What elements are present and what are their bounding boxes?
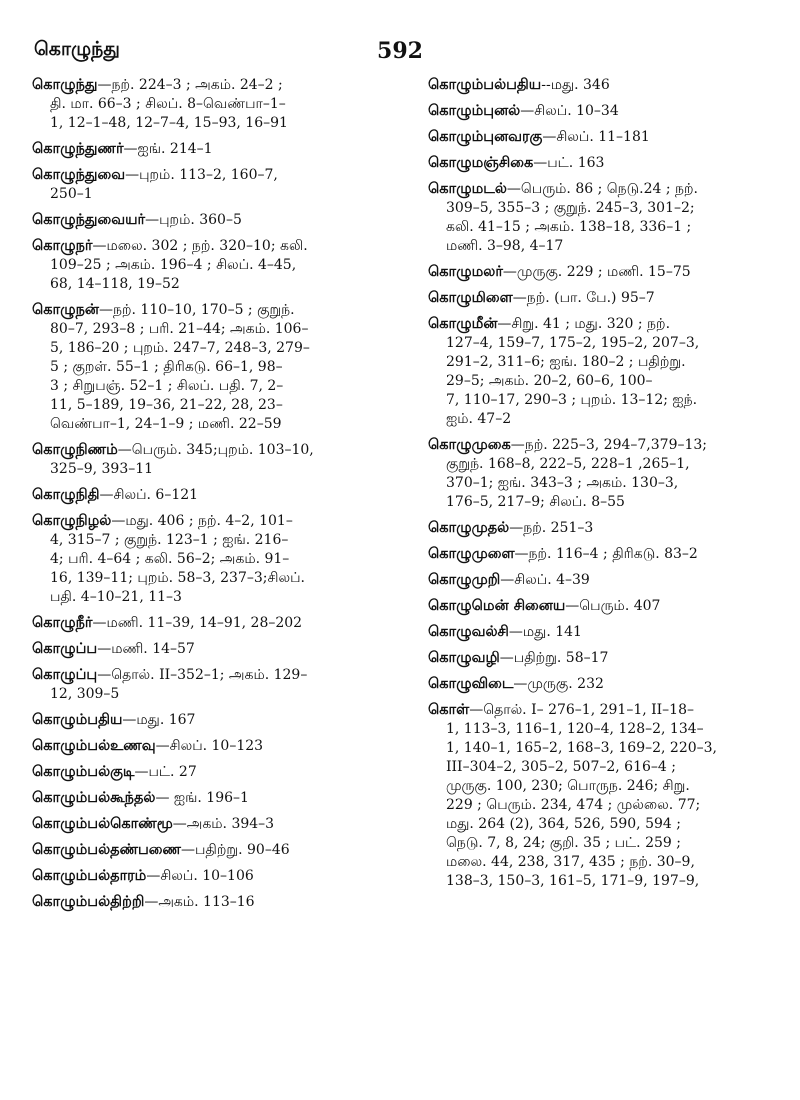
index-entry: [32, 140, 387, 159]
index-entry: [32, 640, 387, 659]
entry-line: [428, 154, 783, 173]
index-entry: [32, 614, 387, 633]
entry-references: —சிலப். 10–34: [520, 103, 619, 119]
entry-line: [32, 415, 387, 434]
entry-headword: கொழும்பல்உணவு: [32, 738, 156, 754]
entry-references: 291–2, 311–6; ஐங். 180–2 ; பதிற்று.: [446, 354, 686, 370]
index-entry: [428, 571, 783, 590]
entry-references: —முருகு. 232: [513, 676, 604, 692]
entry-references: —அகம். 394–3: [172, 816, 275, 832]
entry-references: 5, 186–20 ; புறம். 247–7, 248–3, 279–: [50, 340, 310, 356]
entry-references: —மணி. 14–57: [97, 641, 195, 657]
entry-headword: கொழும்பல்பதிய: [428, 77, 542, 93]
entry-references: —முருகு. 229 ; மணி. 15–75: [502, 264, 691, 280]
entry-references: —பட். 163: [533, 155, 605, 171]
entry-references: ஐம். 47–2: [446, 411, 512, 427]
entry-headword: கொழுந்துவையர்: [32, 212, 146, 228]
entry-line: [428, 815, 783, 834]
entry-line: [428, 334, 783, 353]
entry-references: —சிலப். 11–181: [542, 129, 650, 145]
entry-references: —நற். 110–10, 170–5 ; குறுந்.: [99, 302, 295, 318]
entry-references: —அகம். 113–16: [144, 894, 255, 910]
entry-line: [428, 834, 783, 853]
entry-headword: கொழுமென் சினைய: [428, 598, 566, 614]
index-entry: [32, 737, 387, 756]
entry-references: —தொல். II–352–1; அகம். 129–: [97, 667, 308, 683]
entry-references: — ஐங். 196–1: [155, 790, 249, 806]
left-column: [32, 76, 387, 919]
entry-references: 109–25 ; அகம். 196–4 ; சிலப். 4–45,: [50, 257, 297, 273]
entry-line: [428, 180, 783, 199]
entry-references: —நற். 116–4 ; திரிகடு. 83–2: [514, 546, 698, 562]
entry-line: [428, 872, 783, 891]
entry-references: —நற். 251–3: [509, 520, 594, 536]
entry-references: 370–1; ஐங். 343–3 ; அகம். 130–3,: [446, 475, 679, 491]
entry-references: தி. மா. 66–3 ; சிலப். 8–வெண்பா–1–: [50, 96, 286, 112]
entry-references: —நற். (பா. பே.) 95–7: [512, 290, 655, 306]
index-entry: [32, 841, 387, 860]
entry-references: மணி. 3–98, 4–17: [446, 238, 564, 254]
entry-line: [428, 372, 783, 391]
entry-line: [428, 410, 783, 429]
entry-references: —சிலப். 6–121: [99, 487, 199, 503]
entry-references: —பெரும். 407: [565, 598, 661, 614]
entry-headword: கொழுநிழல்: [32, 513, 112, 529]
entry-references: --மது. 346: [541, 77, 610, 93]
entry-line: [428, 76, 783, 95]
entry-line: [32, 320, 387, 339]
entry-headword: கொழும்பல்திற்றி: [32, 894, 145, 910]
entry-headword: கொழுமீன்: [428, 316, 498, 332]
entry-references: 138–3, 150–3, 161–5, 171–9, 197–9,: [446, 873, 700, 889]
entry-line: [428, 218, 783, 237]
entry-references: முருகு. 100, 230; பொருந. 246; சிறு.: [446, 778, 690, 794]
entry-line: [32, 396, 387, 415]
index-entry: [32, 441, 387, 479]
entry-headword: கொழுவழி: [428, 650, 500, 666]
entry-line: [32, 737, 387, 756]
entry-headword: கொழும்பதிய: [32, 712, 123, 728]
entry-line: [428, 263, 783, 282]
entry-line: [428, 720, 783, 739]
entry-line: [428, 237, 783, 256]
entry-line: [32, 166, 387, 185]
entry-headword: கொழுந்து: [32, 77, 98, 93]
entry-references: பதி. 4–10–21, 11–3: [50, 589, 182, 605]
index-entry: [32, 763, 387, 782]
entry-line: [32, 789, 387, 808]
entry-line: [428, 102, 783, 121]
entry-references: —சிலப். 4–39: [500, 572, 590, 588]
entry-line: [428, 796, 783, 815]
entry-references: —தொல். I– 276–1, 291–1, II–18–: [469, 702, 694, 718]
entry-references: 11, 5–189, 19–36, 21–22, 28, 23–: [50, 397, 283, 413]
entry-headword: கொழுப்பு: [32, 667, 98, 683]
entry-headword: கொழுமுகை: [428, 437, 511, 453]
index-entry: [32, 666, 387, 704]
entry-references: —பட். 27: [134, 764, 197, 780]
entry-line: [32, 185, 387, 204]
entry-line: [428, 758, 783, 777]
index-entry: [428, 623, 783, 642]
entry-line: [32, 377, 387, 396]
entry-headword: கொழுந்துணர்: [32, 141, 124, 157]
entry-line: [428, 519, 783, 538]
entry-line: [32, 114, 387, 133]
entry-references: 4; பரி. 4–64 ; கலி. 56–2; அகம். 91–: [50, 551, 290, 567]
entry-headword: கொள்: [428, 702, 470, 718]
entry-line: [32, 763, 387, 782]
entry-references: —பதிற்று. 90–46: [180, 842, 290, 858]
entry-line: [428, 649, 783, 668]
index-entry: [32, 815, 387, 834]
entry-line: [32, 867, 387, 886]
entry-line: [428, 353, 783, 372]
entry-references: —பெரும். 345;புறம். 103–10,: [117, 442, 314, 458]
index-entry: [32, 211, 387, 230]
entry-line: [428, 739, 783, 758]
index-entry: [428, 289, 783, 308]
entry-references: —சிறு. 41 ; மது. 320 ; நற்.: [497, 316, 671, 332]
entry-references: III–304–2, 305–2, 507–2, 616–4 ;: [446, 759, 676, 775]
entry-line: [32, 237, 387, 256]
right-column: [428, 76, 783, 898]
entry-references: 3 ; சிறுபஞ். 52–1 ; சிலப். பதி. 7, 2–: [50, 378, 284, 394]
entry-references: —மலை. 302 ; நற். 320–10; கலி.: [92, 238, 308, 254]
index-entry: [428, 128, 783, 147]
index-entry: [428, 154, 783, 173]
entry-line: [428, 777, 783, 796]
entry-line: [428, 571, 783, 590]
entry-line: [32, 841, 387, 860]
index-entry: [428, 649, 783, 668]
entry-line: [32, 711, 387, 730]
entry-line: [32, 550, 387, 569]
entry-line: [428, 391, 783, 410]
entry-line: [32, 531, 387, 550]
index-entry: [428, 102, 783, 121]
entry-headword: கொழும்புனல்: [428, 103, 521, 119]
entry-line: [428, 623, 783, 642]
entry-line: [32, 486, 387, 505]
running-head: கொழுந்து: [34, 38, 120, 60]
entry-line: [32, 301, 387, 320]
entry-references: நெடு. 7, 8, 24; குறி. 35 ; பட். 259 ;: [446, 835, 681, 851]
page-header: [0, 38, 800, 68]
entry-references: 250–1: [50, 186, 93, 202]
entry-line: [428, 675, 783, 694]
entry-headword: கொழுநன்: [32, 302, 99, 318]
entry-references: —மது. 167: [122, 712, 196, 728]
entry-references: கலி. 41–15 ; அகம். 138–18, 336–1 ;: [446, 219, 692, 235]
entry-references: 12, 309–5: [50, 686, 120, 702]
entry-headword: கொழும்பல்கூந்தல்: [32, 790, 156, 806]
entry-line: [32, 76, 387, 95]
entry-references: குறுந். 168–8, 222–5, 228–1 ,265–1,: [446, 456, 690, 472]
index-entry: [32, 893, 387, 912]
entry-line: [428, 199, 783, 218]
entry-line: [32, 640, 387, 659]
entry-headword: கொழுப்ப: [32, 641, 98, 657]
index-entry: [428, 263, 783, 282]
entry-line: [32, 256, 387, 275]
index-entry: [428, 545, 783, 564]
entry-references: 80–7, 293–8 ; பரி. 21–44; அகம். 106–: [50, 321, 309, 337]
entry-headword: கொழுமுளை: [428, 546, 515, 562]
entry-line: [428, 597, 783, 616]
entry-references: —மது. 406 ; நற். 4–2, 101–: [111, 513, 293, 529]
entry-headword: கொழுமஞ்சிகை: [428, 155, 534, 171]
entry-headword: கொழும்பல்கொண்மூ: [32, 816, 173, 832]
index-entry: [32, 867, 387, 886]
index-entry: [428, 315, 783, 429]
entry-line: [428, 701, 783, 720]
entry-line: [428, 128, 783, 147]
entry-headword: கொழும்பல்தண்பணை: [32, 842, 181, 858]
index-entry: [32, 486, 387, 505]
entry-line: [32, 211, 387, 230]
entry-references: —புறம். 360–5: [145, 212, 242, 228]
index-entry: [428, 597, 783, 616]
index-entry: [32, 166, 387, 204]
entry-headword: கொழுந்துவை: [32, 167, 126, 183]
entry-line: [428, 455, 783, 474]
entry-references: 1, 140–1, 165–2, 168–3, 169–2, 220–3,: [446, 740, 718, 756]
entry-headword: கொழும்பல்குடி: [32, 764, 135, 780]
entry-line: [32, 460, 387, 479]
index-entry: [32, 711, 387, 730]
entry-references: —பதிற்று. 58–17: [499, 650, 609, 666]
entry-headword: கொழுநிணம்: [32, 442, 118, 458]
entry-references: 16, 139–11; புறம். 58–3, 237–3;சிலப்.: [50, 570, 305, 586]
entry-references: 7, 110–17, 290–3 ; புறம். 13–12; ஐந்.: [446, 392, 698, 408]
entry-references: 4, 315–7 ; குறுந். 123–1 ; ஐங். 216–: [50, 532, 289, 548]
entry-line: [32, 893, 387, 912]
entry-line: [428, 493, 783, 512]
entry-references: 127–4, 159–7, 175–2, 195–2, 207–3,: [446, 335, 700, 351]
entry-line: [32, 512, 387, 531]
index-entry: [32, 512, 387, 607]
entry-references: —நற். 225–3, 294–7,379–13;: [510, 437, 708, 453]
entry-references: —சிலப். 10–123: [155, 738, 264, 754]
entry-references: வெண்பா–1, 24–1–9 ; மணி. 22–59: [50, 416, 282, 432]
entry-line: [32, 569, 387, 588]
entry-references: 176–5, 217–9; சிலப். 8–55: [446, 494, 625, 510]
entry-references: 325–9, 393–11: [50, 461, 154, 477]
index-entry: [428, 519, 783, 538]
entry-line: [32, 815, 387, 834]
entry-line: [32, 685, 387, 704]
index-entry: [32, 301, 387, 434]
entry-line: [428, 436, 783, 455]
entry-line: [428, 545, 783, 564]
entry-headword: கொழுமுறி: [428, 572, 501, 588]
entry-line: [32, 140, 387, 159]
index-entry: [428, 436, 783, 512]
entry-line: [32, 588, 387, 607]
entry-line: [32, 275, 387, 294]
entry-line: [32, 95, 387, 114]
entry-headword: கொழுமிளை: [428, 290, 513, 306]
index-entry: [428, 76, 783, 95]
entry-headword: கொழுமலர்: [428, 264, 503, 280]
entry-references: —பெரும். 86 ; நெடு.24 ; நற்.: [506, 181, 698, 197]
entry-headword: கொழுநீர்: [32, 615, 93, 631]
entry-headword: கொழும்புனவரகு: [428, 129, 543, 145]
entry-line: [32, 614, 387, 633]
entry-references: 68, 14–118, 19–52: [50, 276, 180, 292]
entry-headword: கொழுநர்: [32, 238, 93, 254]
entry-line: [32, 339, 387, 358]
entry-line: [32, 666, 387, 685]
entry-line: [32, 358, 387, 377]
index-entry: [32, 237, 387, 294]
entry-headword: கொழுநிதி: [32, 487, 100, 503]
entry-references: 1, 12–1–48, 12–7–4, 15–93, 16–91: [50, 115, 288, 131]
entry-references: —மணி. 11–39, 14–91, 28–202: [92, 615, 303, 631]
index-entry: [32, 76, 387, 133]
entry-headword: கொழுவிடை: [428, 676, 514, 692]
entry-line: [428, 289, 783, 308]
entry-references: —நற். 224–3 ; அகம். 24–2 ;: [97, 77, 283, 93]
entry-references: 29–5; அகம். 20–2, 60–6, 100–: [446, 373, 653, 389]
entry-line: [32, 441, 387, 460]
entry-references: 1, 113–3, 116–1, 120–4, 128–2, 134–: [446, 721, 704, 737]
entry-references: —புறம். 113–2, 160–7,: [125, 167, 278, 183]
entry-line: [428, 853, 783, 872]
index-entry: [32, 789, 387, 808]
entry-headword: கொழுவல்சி: [428, 624, 509, 640]
entry-references: —சிலப். 10–106: [146, 868, 254, 884]
entry-references: 229 ; பெரும். 234, 474 ; முல்லை. 77;: [446, 797, 701, 813]
entry-line: [428, 474, 783, 493]
entry-headword: கொழுமடல்: [428, 181, 507, 197]
index-entry: [428, 180, 783, 256]
entry-headword: கொழும்பல்தாரம்: [32, 868, 147, 884]
entry-line: [428, 315, 783, 334]
entry-references: மது. 264 (2), 364, 526, 590, 594 ;: [446, 816, 681, 832]
entry-references: 309–5, 355–3 ; குறுந். 245–3, 301–2;: [446, 200, 695, 216]
page-number: 592: [377, 38, 423, 64]
entry-references: மலை. 44, 238, 317, 435 ; நற். 30–9,: [446, 854, 695, 870]
index-entry: [428, 701, 783, 891]
entry-references: —மது. 141: [508, 624, 582, 640]
index-entry: [428, 675, 783, 694]
entry-references: —ஐங். 214–1: [123, 141, 213, 157]
entry-references: 5 ; குறள். 55–1 ; திரிகடு. 66–1, 98–: [50, 359, 283, 375]
entry-headword: கொழுமுதல்: [428, 520, 510, 536]
